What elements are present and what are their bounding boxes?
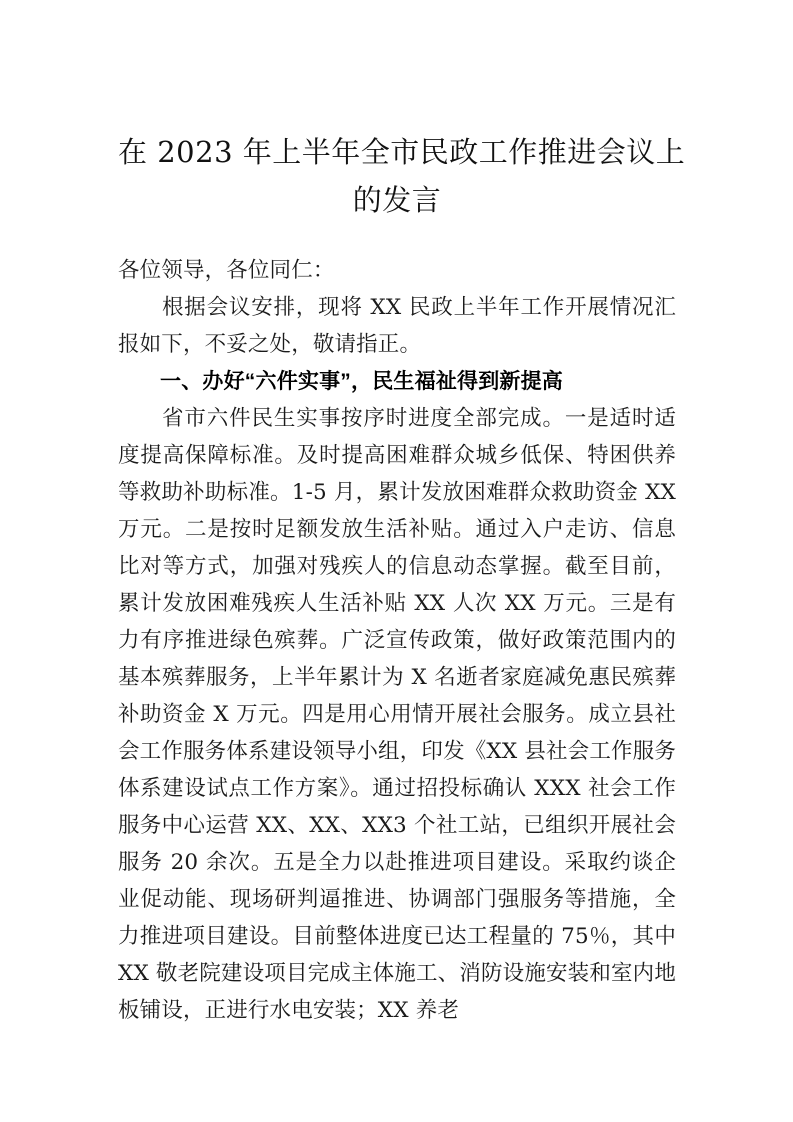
page-content [118,0,686,1029]
salutation: 各位领导，各位同仁： [118,258,335,283]
opening-paragraph: 根据会议安排，现将 XX 民政上半年工作开展情况汇报如下，不妥之处，敬请指正。 [118,295,676,357]
document-title-line-2: 的发言 [352,183,442,217]
section-1-paragraph-1: 省市六件民生实事按序时进度全部完成。一是适时适度提高保障标准。及时提高困难群众城乡低保、特困供养等救助补助标准。1-5 月，累计发放困难群众救助资金 XX 万元。二是按时足额发放生活补贴。通过入户走访、信息比对等方式，加强对残疾人的信息动态掌握。截至目前，累计发放困难残疾人生活补贴 XX 人次 XX 万元。三是有力有序推进绿色殡葬。广泛宣传政策，做好政策范围内的基本殡葬服务，上半年累计为 X 名逝者家庭减免惠民殡葬补助资金 X 万元。四是用心用情开展社会服务。成立县社会工作服务体系建设领导小组，印发《XX 县社会工作服务体系建设试点工作方案》。通过招投标确认 XXX 社会工作服务中心运营 XX、XX、XX3 个社工站，已组织开展社会服务 20 余次。五是全力以赴推进项目建设。采取约谈企业促动能、现场研判逼推进、协调部门强服务等措施，全力推进项目建设。目前整体进度已达工程量的 75％，其中 XX 敬老院建设项目完成主体施工、消防设施安装和室内地板铺设，正进行水电安装；XX 养老 [118,406,676,1023]
document-title [118,0,686,224]
section-heading-1: 一、办好“六件实事”，民生福祉得到新提高 [160,370,563,393]
document-title-line-1: 在 2023 年上半年全市民政工作推进会议上 [118,135,686,169]
document-body [118,252,676,1029]
